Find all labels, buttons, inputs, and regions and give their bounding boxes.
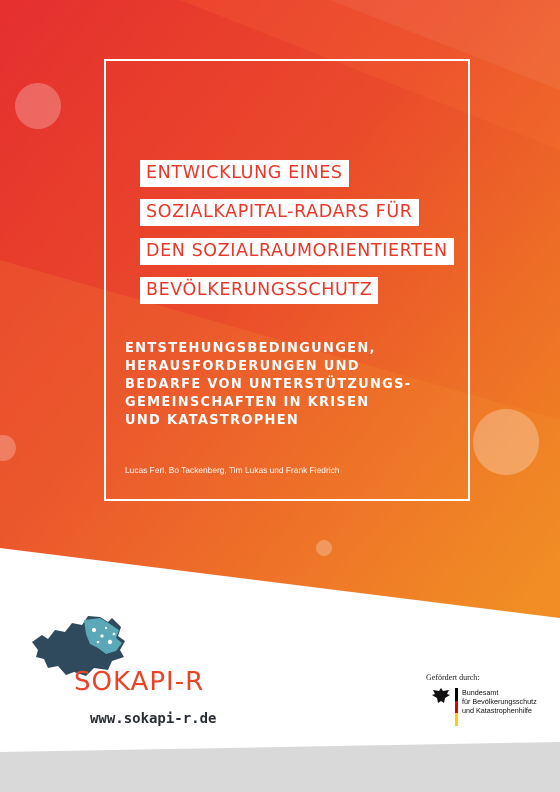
decorative-circle xyxy=(316,540,332,556)
agency-line: und Katastrophenhilfe xyxy=(462,706,532,715)
subtitle xyxy=(125,340,435,430)
german-flag-bar xyxy=(455,688,458,726)
logo-text-part2: R xyxy=(185,667,205,697)
logo-text-dash: - xyxy=(174,667,186,697)
subtitle-line: UND KATASTROPHEN xyxy=(125,413,300,428)
federal-eagle-icon xyxy=(430,686,452,706)
decorative-circle xyxy=(473,409,539,475)
funding-agency xyxy=(462,688,537,715)
title-line: SOZIALKAPITAL-RADARS FÜR xyxy=(140,199,419,226)
title-block xyxy=(140,160,454,316)
title-line: DEN SOZIALRAUMORIENTIERTEN xyxy=(140,238,454,265)
subtitle-line: GEMEINSCHAFTEN IN KRISEN xyxy=(125,395,370,410)
agency-line: Bundesamt xyxy=(462,688,499,697)
sokapi-logo-text xyxy=(74,667,204,697)
logo-text-part1: SOKAPI xyxy=(74,667,175,697)
decorative-circle xyxy=(15,83,61,129)
subtitle-line: BEDARFE VON UNTERSTÜTZUNGS- xyxy=(125,377,412,392)
funded-by-label: Gefördert durch: xyxy=(426,673,480,682)
bottom-grey-band xyxy=(0,742,560,792)
subtitle-line: ENTSTEHUNGSBEDINGUNGEN, xyxy=(125,341,376,356)
website-link[interactable]: www.sokapi-r.de xyxy=(90,711,217,727)
authors: Lucas Ferl, Bo Tackenberg, Tim Lukas und Frank Fiedrich xyxy=(125,465,340,475)
title-line: ENTWICKLUNG EINES xyxy=(140,160,349,187)
agency-line: für Bevölkerungsschutz xyxy=(462,697,537,706)
title-line: BEVÖLKERUNGSSCHUTZ xyxy=(140,277,378,304)
subtitle-line: HERAUSFORDERUNGEN UND xyxy=(125,359,360,374)
